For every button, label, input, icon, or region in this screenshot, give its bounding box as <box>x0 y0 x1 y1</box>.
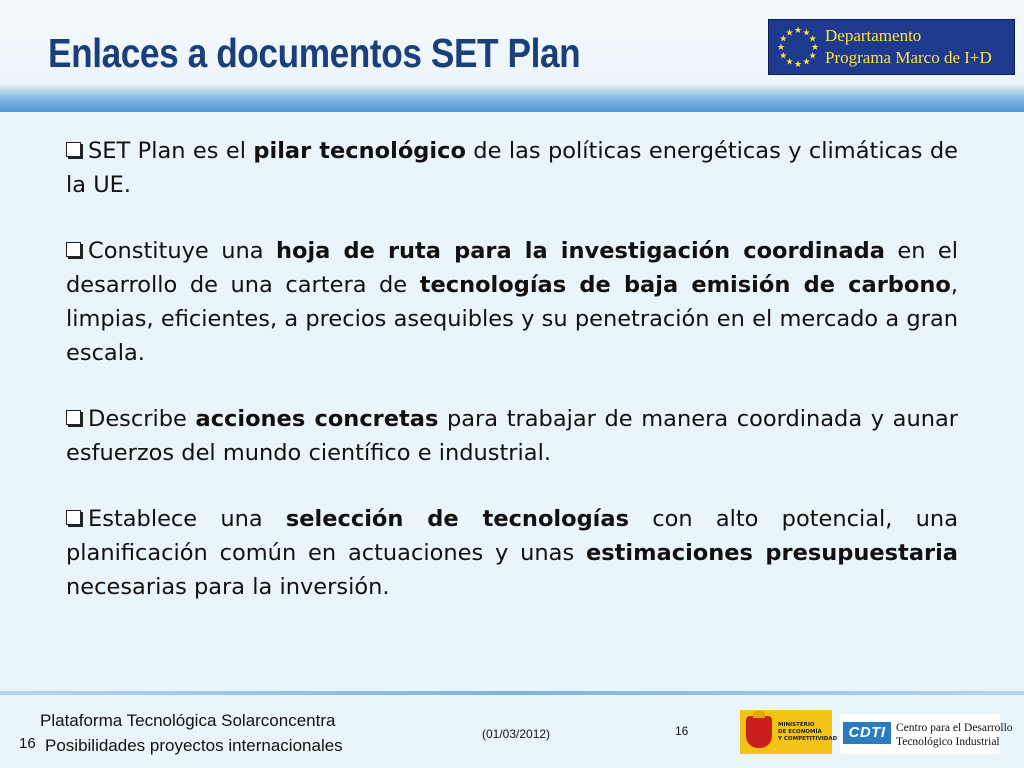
bullet-2-text <box>66 238 958 366</box>
text-run: en el desarrollo de una cartera de <box>66 238 958 298</box>
eu-star-icon: ★ <box>810 43 820 53</box>
cdti-line-1: Centro para el Desarrollo <box>896 722 1013 734</box>
checkbox-bullet-icon <box>66 242 81 257</box>
cdti-mark: CDTI <box>843 722 891 744</box>
text-run: necesarias para la inversión. <box>66 574 390 600</box>
eu-star-icon: ★ <box>793 26 803 36</box>
ministry-logo <box>740 710 838 754</box>
coat-of-arms-icon <box>746 716 772 748</box>
text-run: con alto potencial, una planificación común en actuaciones y unas <box>66 506 958 566</box>
eu-department-logo <box>768 19 1015 75</box>
logo-line-2: Programa Marco de I+D <box>825 48 992 67</box>
text-run: Constituye una <box>88 238 276 264</box>
eu-star-icon: ★ <box>808 51 817 62</box>
ministry-line-2: DE ECONOMÍA <box>778 729 822 735</box>
checkbox-bullet-icon <box>66 510 81 525</box>
bold-text-run: selección de tecnologías <box>285 506 629 532</box>
text-run: , limpias, eficientes, a precios asequibles y su penetración en el mercado a gran escala. <box>66 272 958 366</box>
bullet-3 <box>66 402 958 470</box>
footer-line-2: Posibilidades proyectos internacionales <box>45 736 343 755</box>
page-title: Enlaces a documentos SET Plan <box>48 30 581 76</box>
eu-stars-icon <box>775 23 821 71</box>
eu-star-icon: ★ <box>785 57 794 68</box>
text-run: de las políticas energéticas y climáticas de la UE. <box>66 138 958 198</box>
eu-star-icon: ★ <box>802 28 811 39</box>
bold-text-run: pilar tecnológico <box>253 138 466 164</box>
eu-star-icon: ★ <box>802 57 811 68</box>
eu-star-icon: ★ <box>776 43 786 53</box>
eu-star-icon: ★ <box>779 34 788 45</box>
bullet-1 <box>66 134 958 202</box>
bold-text-run: hoja de ruta para la investigación coordinada <box>275 238 885 264</box>
bold-text-run: estimaciones presupuestaria <box>585 540 958 566</box>
slide-number: 16 <box>19 735 36 752</box>
ministry-line-1: MINISTERIO <box>778 722 815 728</box>
footer-page-number: 16 <box>675 724 689 738</box>
footer-line-1: Plataforma Tecnológica Solarconcentra <box>40 711 336 730</box>
cdti-line-2: Tecnológico Industrial <box>896 736 1000 748</box>
eu-star-icon: ★ <box>793 60 803 70</box>
text-run: Describe <box>88 406 196 432</box>
footer-date: (01/03/2012) <box>482 727 551 741</box>
bullet-4-text <box>66 506 958 600</box>
eu-star-icon: ★ <box>779 51 788 62</box>
bullet-4 <box>66 502 958 604</box>
bold-text-run: acciones concretas <box>195 406 439 432</box>
ministry-line-3: Y COMPETITIVIDAD <box>778 736 838 742</box>
checkbox-bullet-icon <box>66 142 81 157</box>
header-band <box>0 84 1024 112</box>
checkbox-bullet-icon <box>66 410 81 425</box>
slide-body <box>66 134 958 636</box>
bullet-2 <box>66 234 958 370</box>
bold-text-run: tecnologías de baja emisión de carbono <box>419 272 951 298</box>
cdti-logo <box>840 714 1013 754</box>
text-run: para trabajar de manera coordinada y aunar esfuerzos del mundo científico e industrial. <box>66 406 959 466</box>
text-run: Establece una <box>88 506 286 532</box>
bullet-1-text <box>66 138 958 198</box>
eu-star-icon: ★ <box>808 34 817 45</box>
text-run: SET Plan es el <box>88 138 254 164</box>
bullet-3-text <box>66 406 958 466</box>
eu-star-icon: ★ <box>785 28 794 39</box>
logo-line-1: Departamento <box>825 26 922 45</box>
